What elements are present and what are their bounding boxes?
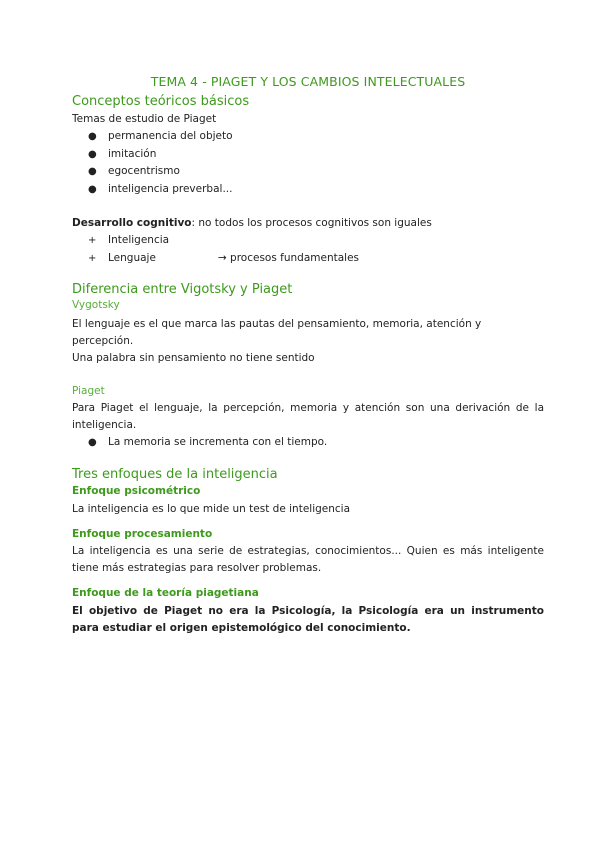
plus-marker: + bbox=[88, 252, 97, 264]
list-item bbox=[72, 146, 544, 164]
list-item bbox=[72, 163, 544, 181]
section-heading-enfoques: Tres enfoques de la inteligencia bbox=[72, 466, 278, 482]
list-item bbox=[72, 434, 544, 452]
list-item-text: La memoria se incrementa con el tiempo. bbox=[108, 436, 328, 448]
bullet-marker: ● bbox=[88, 131, 97, 142]
bullet-marker: ● bbox=[88, 166, 97, 177]
list-item bbox=[72, 181, 544, 199]
list-item-text: imitación bbox=[108, 147, 157, 160]
desarrollo-cognitivo-label: Desarrollo cognitivo bbox=[72, 217, 192, 229]
subheading-procesamiento: Enfoque procesamiento bbox=[72, 527, 213, 540]
subheading-vygotsky: Vygotsky bbox=[72, 299, 120, 311]
list-item bbox=[72, 232, 544, 250]
list-item bbox=[72, 250, 544, 268]
list-item-text: permanencia del objeto bbox=[108, 130, 233, 142]
list-item bbox=[72, 128, 544, 146]
paragraph-piagetiana: El objetivo de Piaget no era la Psicología, la Psicología era un instrumento para estudiar el origen epistemológico del conocimiento. bbox=[72, 604, 544, 634]
list-item-text: inteligencia preverbal... bbox=[108, 182, 233, 195]
bullet-marker: ● bbox=[88, 148, 97, 160]
desarrollo-cognitivo-text: : no todos los procesos cognitivos son iguales bbox=[191, 217, 432, 229]
arrow-note: → procesos fundamentales bbox=[217, 251, 360, 264]
paragraph-piaget: Para Piaget el lenguaje, la percepción, memoria y atención son una derivación de la inteligencia. bbox=[72, 402, 544, 431]
bullet-list-temas bbox=[72, 128, 544, 198]
bullet-list-piaget bbox=[72, 434, 544, 452]
plus-marker: + bbox=[88, 235, 97, 246]
paragraph-desarrollo-cognitivo bbox=[72, 215, 544, 232]
bullet-marker: ● bbox=[88, 437, 97, 448]
bullet-marker: ● bbox=[88, 183, 97, 195]
paragraph-psicometrico: La inteligencia es lo que mide un test de inteligencia bbox=[72, 502, 351, 515]
subheading-psicometrico: Enfoque psicométrico bbox=[72, 484, 201, 497]
list-item-text: egocentrismo bbox=[108, 165, 180, 177]
section-heading-diferencia: Diferencia entre Vigotsky y Piaget bbox=[72, 282, 293, 297]
subheading-piagetiana: Enfoque de la teoría piagetiana bbox=[72, 586, 259, 599]
paragraph-vygotsky-2: Una palabra sin pensamiento no tiene sentido bbox=[72, 352, 315, 364]
paragraph-temas-intro: Temas de estudio de Piaget bbox=[72, 113, 217, 125]
section-heading-conceptos: Conceptos teóricos básicos bbox=[72, 94, 250, 109]
list-item-text: Inteligencia bbox=[108, 234, 170, 246]
document-page bbox=[72, 70, 544, 637]
paragraph-procesamiento: La inteligencia es una serie de estrategias, conocimientos... Quien es más inteligente tiene más estrategias para resolver problemas. bbox=[72, 544, 544, 574]
paragraph-vygotsky-1: El lenguaje es el que marca las pautas del pensamiento, memoria, atención y percepción. bbox=[72, 318, 482, 347]
plus-list bbox=[72, 232, 544, 267]
document-title: TEMA 4 - PIAGET Y LOS CAMBIOS INTELECTUALES bbox=[150, 74, 466, 89]
list-item-text: Lenguaje bbox=[108, 251, 156, 264]
subheading-piaget: Piaget bbox=[72, 385, 105, 397]
